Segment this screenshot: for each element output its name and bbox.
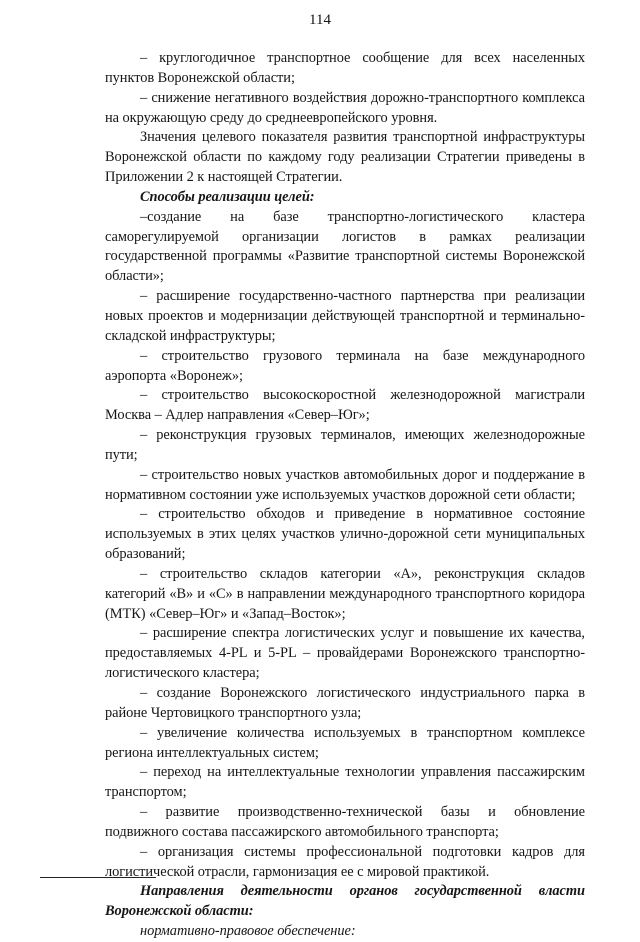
list-item-fleet-renewal: – развитие производственно-технической базы и обновление подвижного состава пассажирского автомобильного транспорта;: [105, 804, 585, 840]
list-item-logistics-services: – расширение спектра логистических услуг и повышение их качества, предоставляемых 4-PL и 5-PL – провайдерами Воронежского транспортно-логистического кластера;: [105, 625, 585, 682]
list-item-high-speed-railway: – строительство высокоскоростной железнодорожной магистрали Москва – Адлер направления «Север–Юг»;: [105, 387, 585, 424]
list-item-intelligent-systems: – увеличение количества используемых в транспортном комплексе региона интеллектуальных систем;: [105, 724, 585, 761]
list-item-terminal-reconstruction: – реконструкция грузовых терминалов, имеющих железнодорожные пути;: [105, 427, 585, 463]
paragraph-target-indicator: Значения целевого показателя развития транспортной инфраструктуры Воронежской области по каждому году реализации Стратегии приведены в Приложении 2 к настоящей Стратегии.: [105, 129, 585, 186]
list-item-public-private-partnership: – расширение государственно-частного партнерства при реализации новых проектов и модернизации действующей транспортной и терминально-складской инфраструктуры;: [105, 288, 585, 344]
list-item-warehouses: – строительство складов категории «А», реконструкция складов категорий «В» и «С» в направлении международного транспортного коридора (МТК) «Север–Юг» и «Запад–Восток»;: [105, 565, 585, 622]
list-item-bypass-construction: – строительство обходов и приведение в нормативное состояние используемых в этих целях участков улично-дорожной сети муниципальных образований;: [105, 506, 585, 563]
subheading-regulatory-support: нормативно-правовое обеспечение:: [140, 923, 356, 940]
list-item-cargo-terminal-airport: – строительство грузового терминала на базе международного аэропорта «Воронеж»;: [105, 347, 585, 384]
paragraph-transport-connection: – круглогодичное транспортное сообщение для всех населенных пунктов Воронежской области;: [105, 50, 585, 86]
heading-implementation-methods: Способы реализации целей:: [140, 188, 315, 205]
list-item-staff-training: – организация системы профессиональной подготовки кадров для логистической отрасли, гармонизация ее с мировой практикой.: [105, 843, 585, 880]
page-body: [105, 49, 585, 942]
footnote-divider: [40, 877, 156, 878]
list-item-self-regulating-org: –создание на базе транспортно-логистического кластера саморегулируемой организации логистов в рамках реализации государственной программы «Развитие транспортной системы Воронежской области»;: [105, 208, 585, 285]
page-number: 114: [309, 12, 331, 28]
list-item-industrial-park: – создание Воронежского логистического индустриального парка в районе Чертовицкого транспортного узла;: [105, 685, 585, 721]
paragraph-impact-reduction: – снижение негативного воздействия дорожно-транспортного комплекса на окружающую среду до среднеевропейского уровня.: [105, 89, 585, 126]
heading-government-directions: Направления деятельности органов государственной власти Воронежской области:: [105, 883, 585, 920]
list-item-new-roads: – строительство новых участков автомобильных дорог и поддержание в нормативном состоянии уже используемых участков дорожной сети области;: [105, 466, 585, 503]
list-item-intelligent-passenger-transport: – переход на интеллектуальные технологии управления пассажирским транспортом;: [105, 764, 585, 801]
